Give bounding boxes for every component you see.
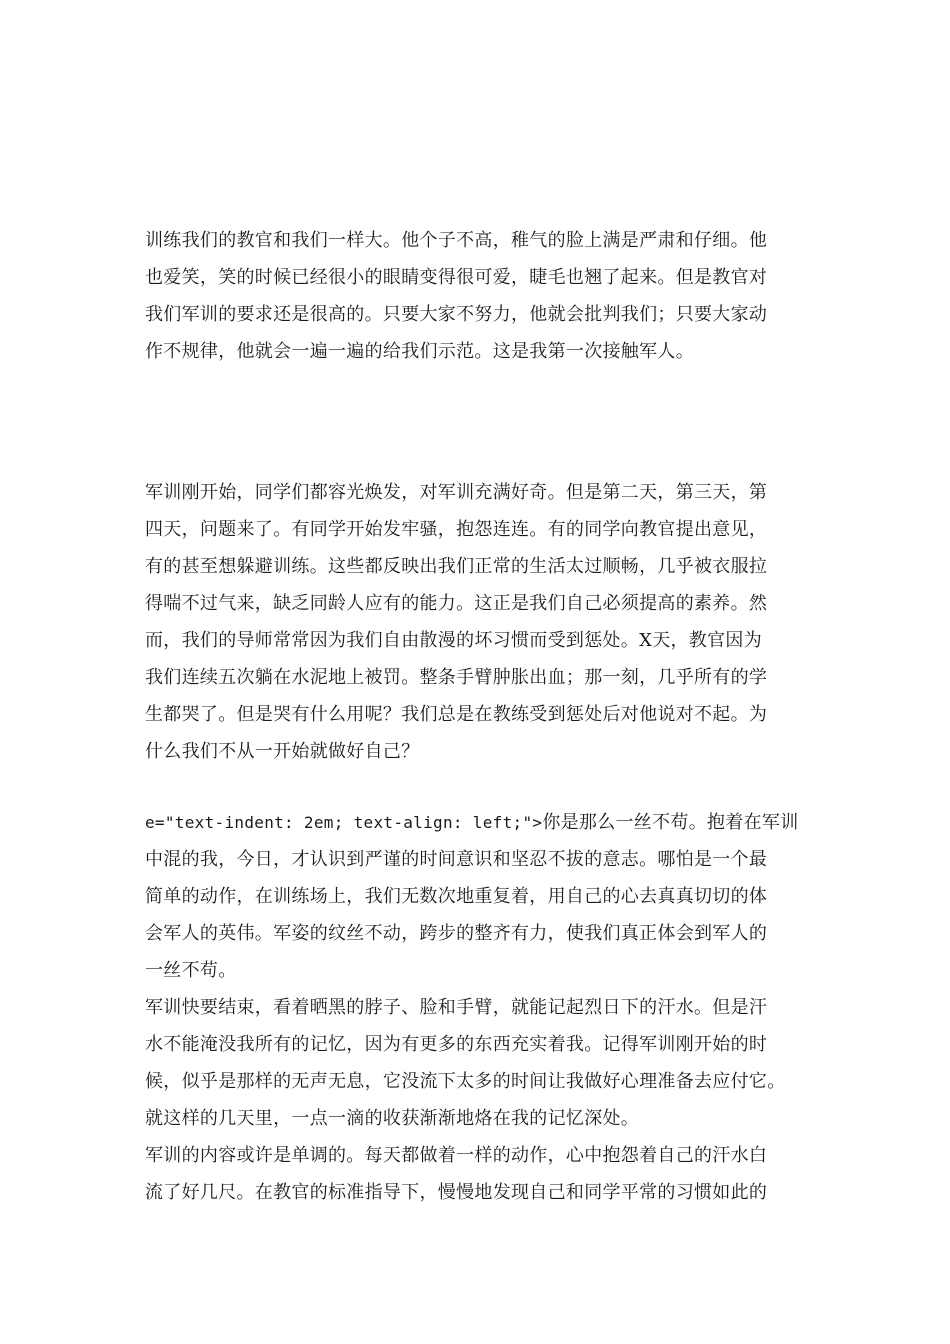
text-line: 什么我们不从一开始就做好自己？ [145,741,420,762]
text-line-with-code-fragment [145,812,799,834]
text-line: 会军人的英伟。军姿的纹丝不动，跨步的整齐有力，使我们真正体会到军人的 [145,923,768,944]
text-line: 简单的动作，在训练场上，我们无数次地重复着，用自己的心去真真切切的体 [145,886,768,907]
text-line: 而，我们的导师常常因为我们自由散漫的坏习惯而受到惩处。X天，教官因为 [145,630,763,651]
text-line: 四天，问题来了。有同学开始发牢骚，抱怨连连。有的同学向教官提出意见， [145,519,768,540]
text-line: 流了好几尺。在教官的标准指导下，慢慢地发现自己和同学平常的习惯如此的 [145,1182,768,1203]
text-line: 训练我们的教官和我们一样大。他个子不高，稚气的脸上满是严肃和仔细。他 [145,230,768,251]
text-line: 一丝不苟。 [145,960,237,981]
text-line: 也爱笑，笑的时候已经很小的眼睛变得很可爱，睫毛也翘了起来。但是教官对 [145,267,768,288]
text-line: 水不能淹没我所有的记忆，因为有更多的东西充实着我。记得军训刚开始的时 [145,1034,768,1055]
text-line: 有的甚至想躲避训练。这些都反映出我们正常的生活太过顺畅，几乎被衣服拉 [145,556,768,577]
text-line: 中混的我，今日，才认识到严谨的时间意识和坚忍不拔的意志。哪怕是一个最 [145,849,768,870]
text-line: 作不规律，他就会一遍一遍的给我们示范。这是我第一次接触军人。 [145,341,694,362]
text-line: 就这样的几天里，一点一滴的收获渐渐地烙在我的记忆深处。 [145,1108,640,1129]
text-line: 军训的内容或许是单调的。每天都做着一样的动作，心中抱怨着自己的汗水白 [145,1145,768,1166]
text-line: 得喘不过气来，缺乏同龄人应有的能力。这正是我们自己必须提高的素养。然 [145,593,768,614]
text-line: 军训刚开始，同学们都容光焕发，对军训充满好奇。但是第二天，第三天，第 [145,482,768,503]
text-line-rest: 你是那么一丝不苟。抱着在军训 [542,812,799,833]
code-fragment: e="text-indent: 2em; text-align: left;"> [145,813,543,832]
text-line: 军训快要结束，看着晒黑的脖子、脸和手臂，就能记起烈日下的汗水。但是汗 [145,997,768,1018]
text-line: 生都哭了。但是哭有什么用呢？我们总是在教练受到惩处后对他说对不起。为 [145,704,768,725]
text-line: 我们军训的要求还是很高的。只要大家不努力，他就会批判我们；只要大家动 [145,304,768,325]
text-line: 我们连续五次躺在水泥地上被罚。整条手臂肿胀出血；那一刻，几乎所有的学 [145,667,768,688]
text-line: 候，似乎是那样的无声无息，它没流下太多的时间让我做好心理准备去应付它。 [145,1071,786,1092]
